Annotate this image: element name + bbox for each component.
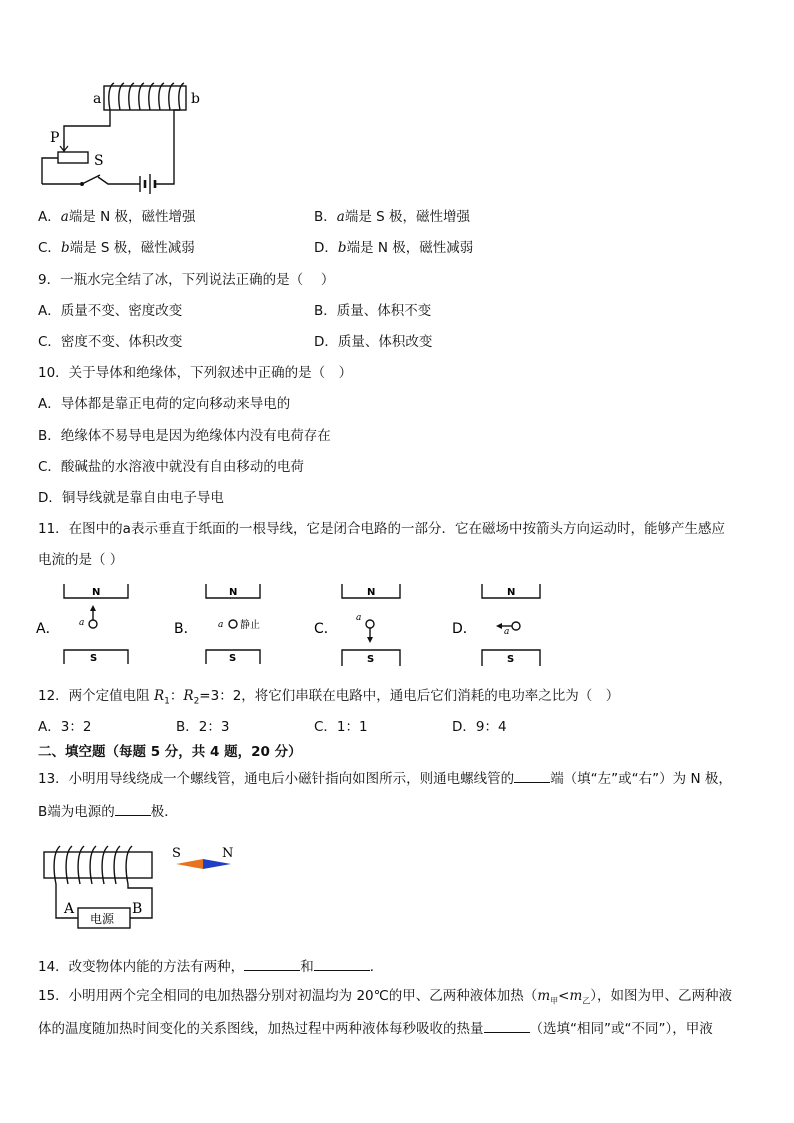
q14-blank-1[interactable] — [244, 956, 300, 971]
q8-option-b: B．a端是 S 极，磁性增强 — [314, 209, 470, 225]
slider-arrow — [60, 140, 68, 151]
wire-bottom — [42, 110, 180, 184]
q12-stem: 12．两个定值电阻 $R_1$：$R_2=3$：2，将它们串联在电路中，通电后它们消耗的电功率之比为（ ） — [38, 688, 620, 707]
label-p: P — [50, 130, 60, 146]
q13-solenoid-core — [44, 852, 152, 878]
wire-label-c: a — [356, 613, 362, 623]
q10-option-a: A．导体都是靠正电荷的定向移动来导电的 — [38, 396, 291, 412]
q13-blank-2[interactable] — [115, 801, 151, 816]
wire-label-a: a — [79, 618, 85, 628]
q9-stem: 9．一瓶水完全结了冰，下列说法正确的是（ ） — [38, 272, 335, 288]
opt-label-d: D． — [452, 621, 477, 637]
q10-stem: 10．关于导体和绝缘体，下列叙述中正确的是（ ） — [38, 365, 353, 381]
q9-option-b: B．质量、体积不变 — [314, 303, 432, 319]
label-a: a — [93, 91, 102, 107]
q8-option-c: C．b端是 S 极，磁性减弱 — [38, 240, 195, 256]
wire-left — [64, 110, 110, 152]
q12-option-a: A．3：2 — [38, 719, 92, 735]
terminal-a-label: A — [64, 901, 75, 917]
opt-label-a: A． — [36, 621, 60, 637]
q12-option-b: B．2：3 — [176, 719, 230, 735]
section-heading: 二、填空题（每题 5 分，共 4 题，20 分） — [38, 744, 302, 760]
switch-pivot — [80, 182, 84, 186]
q12-option-d: D．9：4 — [452, 719, 507, 735]
label-s: S — [94, 153, 104, 169]
q15-line1: 15．小明用两个完全相同的电加热器分别对初温均为 20℃的甲、乙两种液体加热$(m_甲<m_乙)$，如图为甲、乙两种液 — [38, 988, 732, 1006]
label-b: b — [191, 91, 200, 107]
q8-circuit-figure — [38, 80, 238, 195]
solenoid-core — [104, 86, 186, 110]
q13-line2: B端为电源的 极． — [38, 801, 178, 821]
south-label-b: S — [229, 653, 237, 664]
q8-option-d: D．b端是 N 极，磁性减弱 — [314, 240, 474, 256]
opt-label-c: C． — [314, 621, 338, 637]
q13-solenoid-figure — [40, 840, 240, 935]
q9-option-d: D．质量、体积改变 — [314, 334, 433, 350]
rheostat — [58, 152, 88, 163]
north-label-d: N — [507, 587, 516, 598]
q11-stem-line1: 11．在图中的a表示垂直于纸面的一根导线，它是闭合电路的一部分．它在磁场中按箭头方向运动时，能够产生感应 — [38, 521, 725, 537]
q9-option-c: C．密度不变、体积改变 — [38, 334, 183, 350]
q13-blank-1[interactable] — [514, 768, 550, 783]
wire-label-d: a — [504, 627, 510, 637]
wire-label-b: a — [218, 620, 224, 630]
power-source-label: 电源 — [90, 912, 115, 926]
q10-option-b: B．绝缘体不易导电是因为绝缘体内没有电荷存在 — [38, 428, 331, 444]
q10-option-d: D．铜导线就是靠自由电子导电 — [38, 490, 224, 506]
north-label-a: N — [92, 587, 101, 598]
q13-line1: 13．小明用导线绕成一个螺线管，通电后小磁针指向如图所示，则通电螺线管的 端（填“左”或“右”）为 N 极， — [38, 768, 732, 788]
terminal-b-label: B — [132, 901, 143, 917]
q15-blank-1[interactable] — [484, 1018, 530, 1033]
q10-option-c: C．酸碱盐的水溶液中就没有自由移动的电荷 — [38, 459, 304, 475]
battery-symbol — [140, 174, 155, 194]
south-label-c: S — [367, 654, 375, 665]
north-label-b: N — [229, 587, 238, 598]
solenoid-coil — [109, 83, 184, 110]
q8-option-a: A．a端是 N 极，磁性增强 — [38, 209, 196, 225]
opt-label-b: B． — [174, 621, 198, 637]
switch-blade — [82, 175, 100, 184]
south-label-d: S — [507, 654, 515, 665]
q9-option-a: A．质量不变、密度改变 — [38, 303, 183, 319]
q15-line2: 体的温度随加热时间变化的关系图线，加热过程中两种液体每秒吸收的热量 （选填“相同”或“不同”），甲液 — [38, 1018, 713, 1038]
south-label-a: S — [90, 653, 98, 664]
q11-stem-line2: 电流的是（ ） — [38, 552, 124, 568]
q12-option-c: C．1：1 — [314, 719, 368, 735]
needle-s-label: S — [172, 846, 181, 861]
q14-blank-2[interactable] — [314, 956, 370, 971]
north-label-c: N — [367, 587, 376, 598]
needle-n-label: N — [222, 846, 234, 861]
q14-line: 14．改变物体内能的方法有两种， 和 ． — [38, 956, 383, 976]
q11-options-figure — [34, 582, 564, 670]
still-label-b: 静止 — [240, 620, 260, 631]
